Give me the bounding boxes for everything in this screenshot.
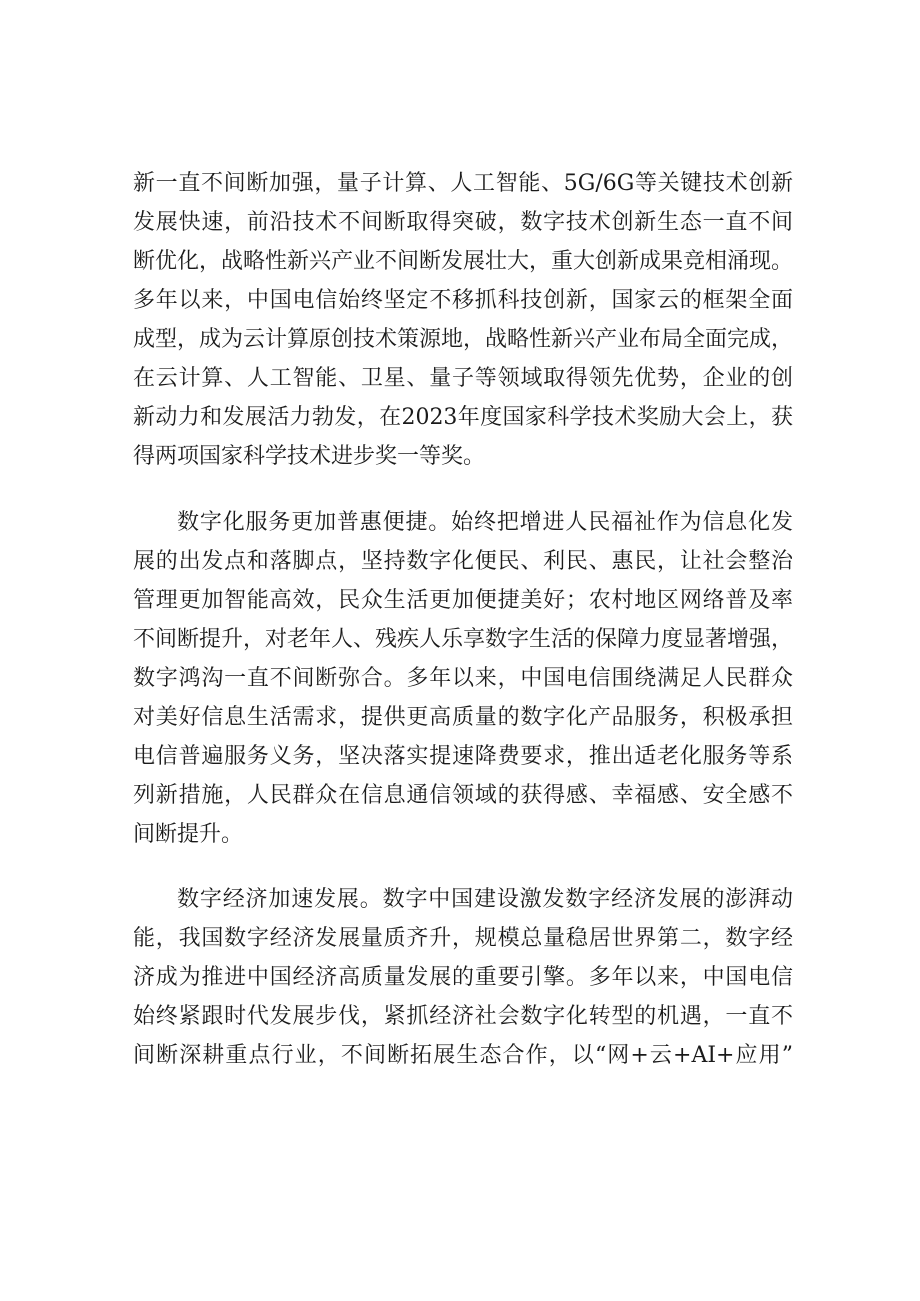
text-line: 管理更加智能高效，民众生活更加便捷美好；农村地区网络普及率 (133, 588, 793, 613)
text-line: 新动力和发展活力勃发，在2023年度国家科学技术奖励大会上，获 (133, 405, 793, 430)
text-line: 在云计算、人工智能、卫星、量子等领域取得领先优势，企业的创 (133, 366, 793, 391)
text-line: 不间断提升，对老年人、残疾人乐享数字生活的保障力度显著增强， (133, 627, 794, 652)
text-line: 济成为推进中国经济高质量发展的重要引擎。多年以来，中国电信 (133, 965, 793, 990)
text-line: 始终紧跟时代发展步伐，紧抓经济社会数字化转型的机遇，一直不 (133, 1004, 793, 1029)
text-line: 能，我国数字经济发展量质齐升，规模总量稳居世界第二，数字经 (133, 926, 793, 951)
text-line: 列新措施，人民群众在信息通信领域的获得感、幸福感、安全感不 (133, 783, 793, 808)
text-line: 数字化服务更加普惠便捷。始终把增进人民福祉作为信息化发 (177, 510, 793, 535)
text-line: 电信普遍服务义务，坚决落实提速降费要求，推出适老化服务等系 (133, 744, 793, 769)
text-line: 对美好信息生活需求，提供更高质量的数字化产品服务，积极承担 (133, 705, 793, 730)
text-line: 间断深耕重点行业，不间断拓展生态合作，以“网+云+AI+应用” (133, 1043, 793, 1068)
text-line: 多年以来，中国电信始终坚定不移抓科技创新，国家云的框架全面 (133, 288, 793, 313)
text-line: 发展快速，前沿技术不间断取得突破，数字技术创新生态一直不间 (133, 210, 793, 235)
text-line: 成型，成为云计算原创技术策源地，战略性新兴产业布局全面完成， (133, 327, 794, 352)
text-line: 数字经济加速发展。数字中国建设激发数字经济发展的澎湃动 (177, 887, 793, 912)
text-line: 得两项国家科学技术进步奖一等奖。 (133, 444, 486, 469)
text-line: 断优化，战略性新兴产业不间断发展壮大，重大创新成果竞相涌现。 (133, 249, 794, 274)
text-line: 间断提升。 (133, 822, 244, 847)
text-line: 新一直不间断加强，量子计算、人工智能、5G/6G等关键技术创新 (133, 171, 793, 196)
text-line: 展的出发点和落脚点，坚持数字化便民、利民、惠民，让社会整治 (133, 549, 793, 574)
text-line: 数字鸿沟一直不间断弥合。多年以来，中国电信围绕满足人民群众 (133, 666, 793, 691)
